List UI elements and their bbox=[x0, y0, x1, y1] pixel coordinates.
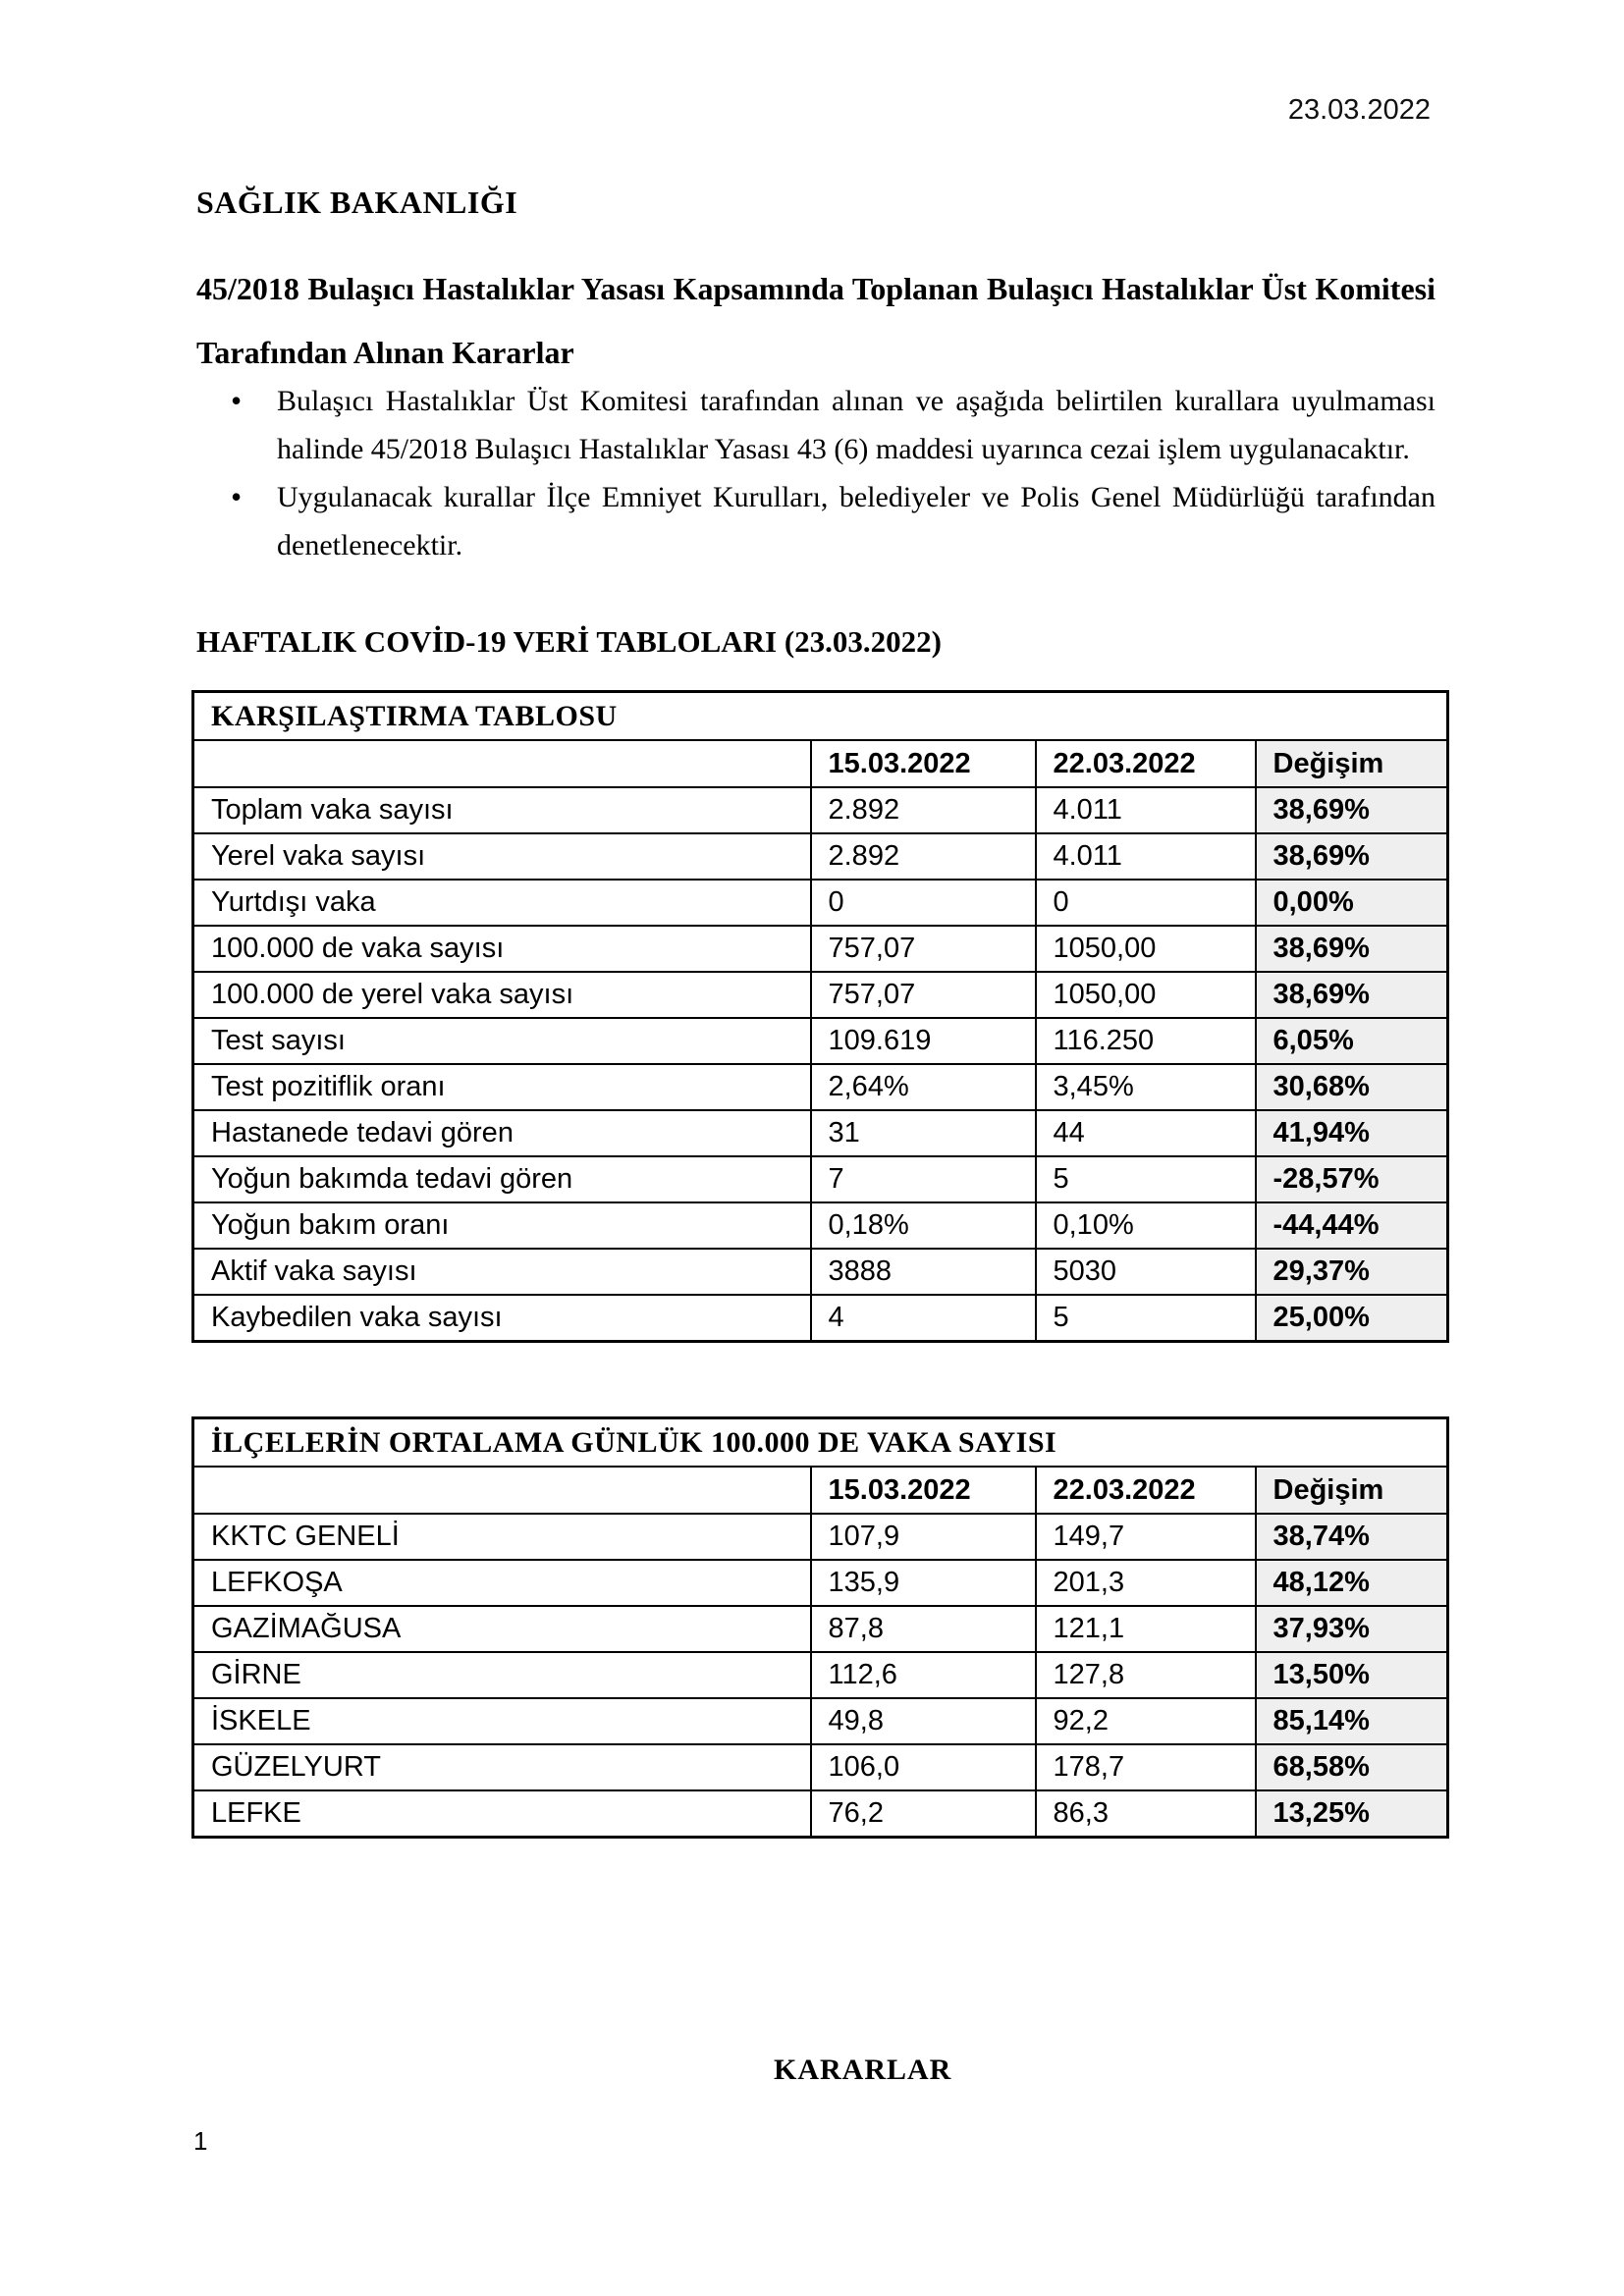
row-label: İSKELE bbox=[193, 1698, 811, 1744]
value-cell: 149,7 bbox=[1036, 1514, 1256, 1560]
value-cell: 5030 bbox=[1036, 1249, 1256, 1295]
district-table-header-row bbox=[193, 1467, 1448, 1514]
value-cell: 201,3 bbox=[1036, 1560, 1256, 1606]
change-cell: 68,58% bbox=[1256, 1744, 1448, 1790]
value-cell: 3,45% bbox=[1036, 1064, 1256, 1110]
district-table-title: İLÇELERİN ORTALAMA GÜNLÜK 100.000 DE VAKA SAYISI bbox=[193, 1418, 1448, 1468]
row-label: 100.000 de vaka sayısı bbox=[193, 926, 811, 972]
table-row bbox=[193, 1790, 1448, 1838]
table-row bbox=[193, 1110, 1448, 1156]
change-cell: 38,69% bbox=[1256, 972, 1448, 1018]
value-cell: 135,9 bbox=[811, 1560, 1036, 1606]
change-cell: 38,69% bbox=[1256, 833, 1448, 880]
comparison-table-header-row bbox=[193, 740, 1448, 787]
value-cell: 0,10% bbox=[1036, 1202, 1256, 1249]
bullet-list bbox=[229, 377, 1435, 569]
row-label: 100.000 de yerel vaka sayısı bbox=[193, 972, 811, 1018]
row-label: Yerel vaka sayısı bbox=[193, 833, 811, 880]
law-heading: 45/2018 Bulaşıcı Hastalıklar Yasası Kapsamında Toplanan Bulaşıcı Hastalıklar Üst Komitesi Tarafından Alınan Kararlar bbox=[196, 271, 1435, 370]
table-row bbox=[193, 787, 1448, 833]
table-row bbox=[193, 1698, 1448, 1744]
comparison-table-title-row bbox=[193, 692, 1448, 741]
row-label: GÜZELYURT bbox=[193, 1744, 811, 1790]
change-cell: 13,50% bbox=[1256, 1652, 1448, 1698]
value-cell: 7 bbox=[811, 1156, 1036, 1202]
value-cell: 0 bbox=[811, 880, 1036, 926]
table-row bbox=[193, 1295, 1448, 1342]
ministry-title: SAĞLIK BAKANLIĞI bbox=[196, 185, 518, 220]
table-row bbox=[193, 1744, 1448, 1790]
table-row bbox=[193, 1560, 1448, 1606]
value-cell: 3888 bbox=[811, 1249, 1036, 1295]
value-cell: 49,8 bbox=[811, 1698, 1036, 1744]
change-cell: 29,37% bbox=[1256, 1249, 1448, 1295]
table-row bbox=[193, 1202, 1448, 1249]
change-cell: 38,74% bbox=[1256, 1514, 1448, 1560]
change-cell: 38,69% bbox=[1256, 787, 1448, 833]
value-cell: 0 bbox=[1036, 880, 1256, 926]
row-label: Test pozitiflik oranı bbox=[193, 1064, 811, 1110]
row-label: GAZİMAĞUSA bbox=[193, 1606, 811, 1652]
value-cell: 757,07 bbox=[811, 926, 1036, 972]
table-row bbox=[193, 1156, 1448, 1202]
row-label: GİRNE bbox=[193, 1652, 811, 1698]
header-empty-cell bbox=[193, 1467, 811, 1514]
value-cell: 76,2 bbox=[811, 1790, 1036, 1838]
row-label: KKTC GENELİ bbox=[193, 1514, 811, 1560]
header-date-1: 15.03.2022 bbox=[811, 740, 1036, 787]
comparison-table bbox=[191, 690, 1449, 1343]
header-change: Değişim bbox=[1256, 1467, 1448, 1514]
comparison-table-title: KARŞILAŞTIRMA TABLOSU bbox=[193, 692, 1448, 741]
document-date: 23.03.2022 bbox=[1287, 94, 1431, 126]
header-change: Değişim bbox=[1256, 740, 1448, 787]
value-cell: 1050,00 bbox=[1036, 926, 1256, 972]
value-cell: 87,8 bbox=[811, 1606, 1036, 1652]
row-label: Yoğun bakımda tedavi gören bbox=[193, 1156, 811, 1202]
value-cell: 112,6 bbox=[811, 1652, 1036, 1698]
row-label: Hastanede tedavi gören bbox=[193, 1110, 811, 1156]
bullet-item: • Uygulanacak kurallar İlçe Emniyet Kurulları, belediyeler ve Polis Genel Müdürlüğü tarafından denetlenecektir. bbox=[229, 473, 1435, 569]
table-row bbox=[193, 1249, 1448, 1295]
value-cell: 121,1 bbox=[1036, 1606, 1256, 1652]
change-cell: 85,14% bbox=[1256, 1698, 1448, 1744]
value-cell: 4.011 bbox=[1036, 833, 1256, 880]
value-cell: 107,9 bbox=[811, 1514, 1036, 1560]
header-empty-cell bbox=[193, 740, 811, 787]
change-cell: 13,25% bbox=[1256, 1790, 1448, 1838]
district-table-title-row bbox=[193, 1418, 1448, 1468]
value-cell: 0,18% bbox=[811, 1202, 1036, 1249]
value-cell: 178,7 bbox=[1036, 1744, 1256, 1790]
value-cell: 4 bbox=[811, 1295, 1036, 1342]
row-label: Test sayısı bbox=[193, 1018, 811, 1064]
change-cell: 30,68% bbox=[1256, 1064, 1448, 1110]
change-cell: 41,94% bbox=[1256, 1110, 1448, 1156]
row-label: Yoğun bakım oranı bbox=[193, 1202, 811, 1249]
change-cell: 37,93% bbox=[1256, 1606, 1448, 1652]
row-label: Kaybedilen vaka sayısı bbox=[193, 1295, 811, 1342]
row-label: LEFKOŞA bbox=[193, 1560, 811, 1606]
table-row bbox=[193, 1606, 1448, 1652]
value-cell: 86,3 bbox=[1036, 1790, 1256, 1838]
value-cell: 1050,00 bbox=[1036, 972, 1256, 1018]
table-row bbox=[193, 1018, 1448, 1064]
value-cell: 44 bbox=[1036, 1110, 1256, 1156]
table-row bbox=[193, 1064, 1448, 1110]
value-cell: 2.892 bbox=[811, 787, 1036, 833]
change-cell: 38,69% bbox=[1256, 926, 1448, 972]
change-cell: 6,05% bbox=[1256, 1018, 1448, 1064]
page-number: 1 bbox=[193, 2126, 208, 2156]
value-cell: 4.011 bbox=[1036, 787, 1256, 833]
value-cell: 92,2 bbox=[1036, 1698, 1256, 1744]
value-cell: 5 bbox=[1036, 1156, 1256, 1202]
row-label: Aktif vaka sayısı bbox=[193, 1249, 811, 1295]
value-cell: 116.250 bbox=[1036, 1018, 1256, 1064]
row-label: Yurtdışı vaka bbox=[193, 880, 811, 926]
change-cell: -28,57% bbox=[1256, 1156, 1448, 1202]
value-cell: 109.619 bbox=[811, 1018, 1036, 1064]
value-cell: 127,8 bbox=[1036, 1652, 1256, 1698]
bullet-item: • Bulaşıcı Hastalıklar Üst Komitesi tarafından alınan ve aşağıda belirtilen kurallara uyulmaması halinde 45/2018 Bulaşıcı Hastalıklar Yasası 43 (6) maddesi uyarınca cezai işlem uygulanacaktır. bbox=[229, 377, 1435, 473]
table-row bbox=[193, 1652, 1448, 1698]
change-cell: 48,12% bbox=[1256, 1560, 1448, 1606]
table-row bbox=[193, 972, 1448, 1018]
table-row bbox=[193, 833, 1448, 880]
district-table bbox=[191, 1416, 1449, 1839]
weekly-tables-heading: HAFTALIK COVİD-19 VERİ TABLOLARI (23.03.2022) bbox=[196, 624, 943, 659]
value-cell: 106,0 bbox=[811, 1744, 1036, 1790]
table-row bbox=[193, 880, 1448, 926]
change-cell: 0,00% bbox=[1256, 880, 1448, 926]
value-cell: 2.892 bbox=[811, 833, 1036, 880]
table-row bbox=[193, 926, 1448, 972]
change-cell: -44,44% bbox=[1256, 1202, 1448, 1249]
row-label: LEFKE bbox=[193, 1790, 811, 1838]
value-cell: 757,07 bbox=[811, 972, 1036, 1018]
table-row bbox=[193, 1514, 1448, 1560]
change-cell: 25,00% bbox=[1256, 1295, 1448, 1342]
header-date-1: 15.03.2022 bbox=[811, 1467, 1036, 1514]
header-date-2: 22.03.2022 bbox=[1036, 1467, 1256, 1514]
row-label: Toplam vaka sayısı bbox=[193, 787, 811, 833]
value-cell: 2,64% bbox=[811, 1064, 1036, 1110]
value-cell: 31 bbox=[811, 1110, 1036, 1156]
kararlar-heading: KARARLAR bbox=[774, 2054, 952, 2086]
header-date-2: 22.03.2022 bbox=[1036, 740, 1256, 787]
value-cell: 5 bbox=[1036, 1295, 1256, 1342]
